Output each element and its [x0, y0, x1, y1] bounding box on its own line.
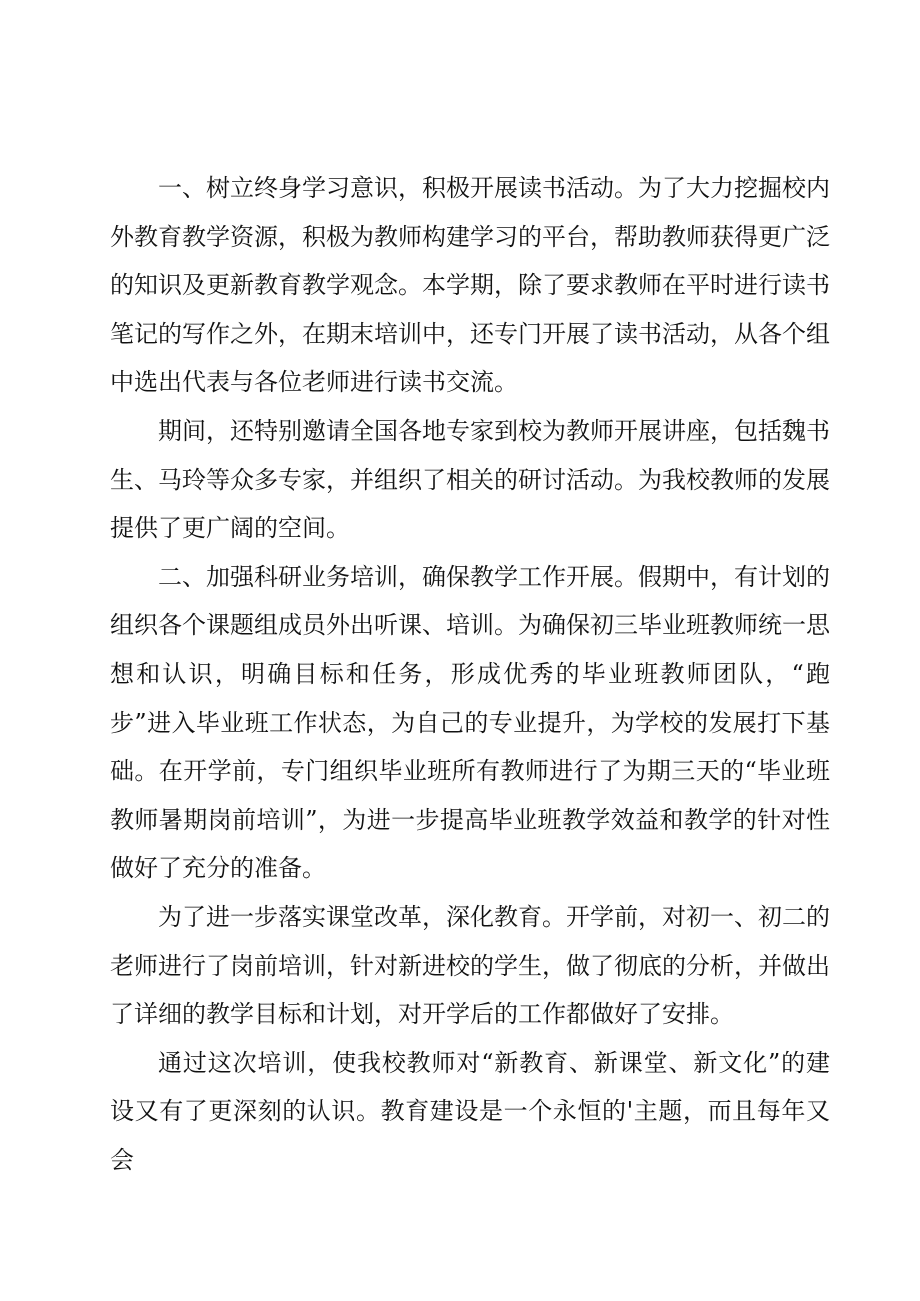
paragraph-research-training: 二、加强科研业务培训，确保教学工作开展。假期中，有计划的组织各个课题组成员外出听课、培训。为确保初三毕业班教师统一思想和认识，明确目标和任务，形成优秀的毕业班教师团队，“跑步”进入毕业班工作状态，为自己的专业提升，为学校的发展打下基础。在开学前，专门组织毕业班所有教师进行了为期三天的“毕业班教师暑期岗前培训”，为进一步提高毕业班教学效益和教学的针对性做好了充分的准备。	[110, 562, 830, 883]
paragraph-classroom-reform: 为了进一步落实课堂改革，深化教育。开学前，对初一、初二的老师进行了岗前培训，针对新进校的学生，做了彻底的分析，并做出了详细的教学目标和计划，对开学后的工作都做好了安排。	[110, 902, 830, 1029]
paragraph-expert-lectures: 期间，还特别邀请全国各地专家到校为教师开展讲座，包括魏书生、马玲等众多专家，并组织了相关的研讨活动。为我校教师的发展提供了更广阔的空间。	[110, 416, 830, 543]
paragraph-reading-activities: 一、树立终身学习意识，积极开展读书活动。为了大力挖掘校内外教育教学资源，积极为教师构建学习的平台，帮助教师获得更广泛的知识及更新教育教学观念。本学期，除了要求教师在平时进行读书笔记的写作之外，在期末培训中，还专门开展了读书活动，从各个组中选出代表与各位老师进行读书交流。	[110, 174, 830, 397]
paragraph-training-outcome: 通过这次培训，使我校教师对“新教育、新课堂、新文化”的建设又有了更深刻的认识。教育建设是一个永恒的'主题，而且每年又会	[110, 1048, 830, 1174]
document-body	[110, 164, 830, 1184]
